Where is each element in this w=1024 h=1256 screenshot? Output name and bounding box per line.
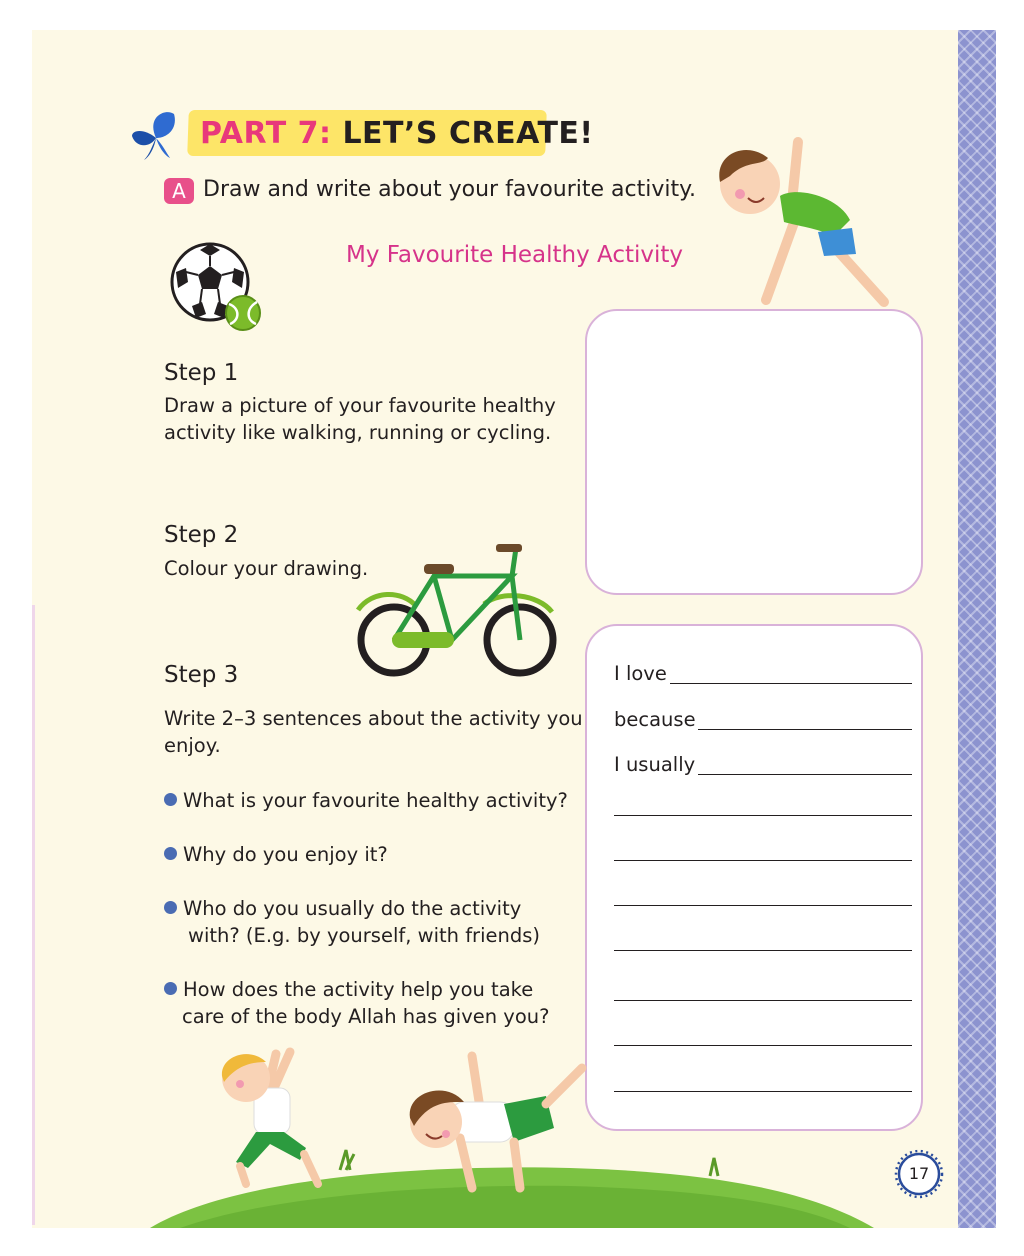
writing-blank-line[interactable] bbox=[614, 880, 912, 910]
writing-blank-line[interactable] bbox=[614, 835, 912, 865]
drawing-box[interactable] bbox=[585, 309, 923, 595]
step-2-line-1: Colour your drawing. bbox=[164, 557, 369, 580]
bicycle-icon bbox=[352, 540, 562, 680]
bullet-icon bbox=[164, 901, 177, 914]
page-edge-line bbox=[32, 605, 35, 1225]
writing-line-i-usually[interactable] bbox=[614, 749, 912, 779]
step-3-line-2: enjoy. bbox=[164, 734, 221, 757]
decorative-side-strip bbox=[958, 30, 996, 1228]
stretching-boy-illustration bbox=[706, 136, 896, 312]
answer-line[interactable] bbox=[614, 1000, 912, 1001]
answer-line[interactable] bbox=[614, 1091, 912, 1092]
writing-blank-line[interactable] bbox=[614, 925, 912, 955]
part-label: PART 7: bbox=[200, 116, 332, 151]
page-title bbox=[200, 112, 594, 156]
question-4-line-2: care of the body Allah has given you? bbox=[182, 1005, 550, 1028]
activity-subtitle: My Favourite Healthy Activity bbox=[346, 242, 684, 268]
title-text: LET’S CREATE! bbox=[342, 116, 594, 151]
question-1: What is your favourite healthy activity? bbox=[164, 787, 568, 814]
activity-instruction: Draw and write about your favourite activity. bbox=[203, 177, 696, 202]
answer-line[interactable] bbox=[614, 860, 912, 861]
question-4: How does the activity help you take bbox=[164, 976, 533, 1003]
writing-blank-line[interactable] bbox=[614, 790, 912, 820]
answer-line[interactable] bbox=[698, 729, 912, 730]
writing-line-because[interactable] bbox=[614, 704, 912, 734]
question-2: Why do you enjoy it? bbox=[164, 841, 388, 868]
writing-blank-line[interactable] bbox=[614, 1020, 912, 1050]
yoga-kids-illustration bbox=[210, 1048, 590, 1198]
bullet-icon bbox=[164, 793, 177, 806]
step-1-line-1: Draw a picture of your favourite healthy bbox=[164, 394, 556, 417]
page-number: 17 bbox=[908, 1164, 930, 1183]
answer-line[interactable] bbox=[698, 774, 912, 775]
answer-line[interactable] bbox=[614, 815, 912, 816]
prompt-label: I love bbox=[614, 662, 667, 685]
writing-box[interactable] bbox=[585, 624, 923, 1131]
question-3-line-2: with? (E.g. by yourself, with friends) bbox=[188, 924, 540, 947]
bullet-icon bbox=[164, 847, 177, 860]
step-3-line-1: Write 2–3 sentences about the activity you bbox=[164, 707, 583, 730]
bullet-icon bbox=[164, 982, 177, 995]
writing-line-i-love[interactable] bbox=[614, 658, 912, 688]
prompt-label: I usually bbox=[614, 753, 696, 776]
tennis-ball-icon bbox=[224, 294, 262, 332]
prompt-label: because bbox=[614, 708, 696, 731]
step-3-heading: Step 3 bbox=[164, 662, 239, 688]
question-3: Who do you usually do the activity bbox=[164, 895, 521, 922]
answer-line[interactable] bbox=[670, 683, 912, 684]
butterfly-icon bbox=[130, 108, 182, 162]
step-1-line-2: activity like walking, running or cycling. bbox=[164, 421, 552, 444]
answer-line[interactable] bbox=[614, 1045, 912, 1046]
activity-badge: A bbox=[164, 178, 194, 204]
writing-blank-line[interactable] bbox=[614, 975, 912, 1005]
step-1-heading: Step 1 bbox=[164, 360, 239, 386]
answer-line[interactable] bbox=[614, 950, 912, 951]
answer-line[interactable] bbox=[614, 905, 912, 906]
page-number-badge bbox=[895, 1150, 943, 1198]
step-2-heading: Step 2 bbox=[164, 522, 239, 548]
writing-blank-line[interactable] bbox=[614, 1066, 912, 1096]
